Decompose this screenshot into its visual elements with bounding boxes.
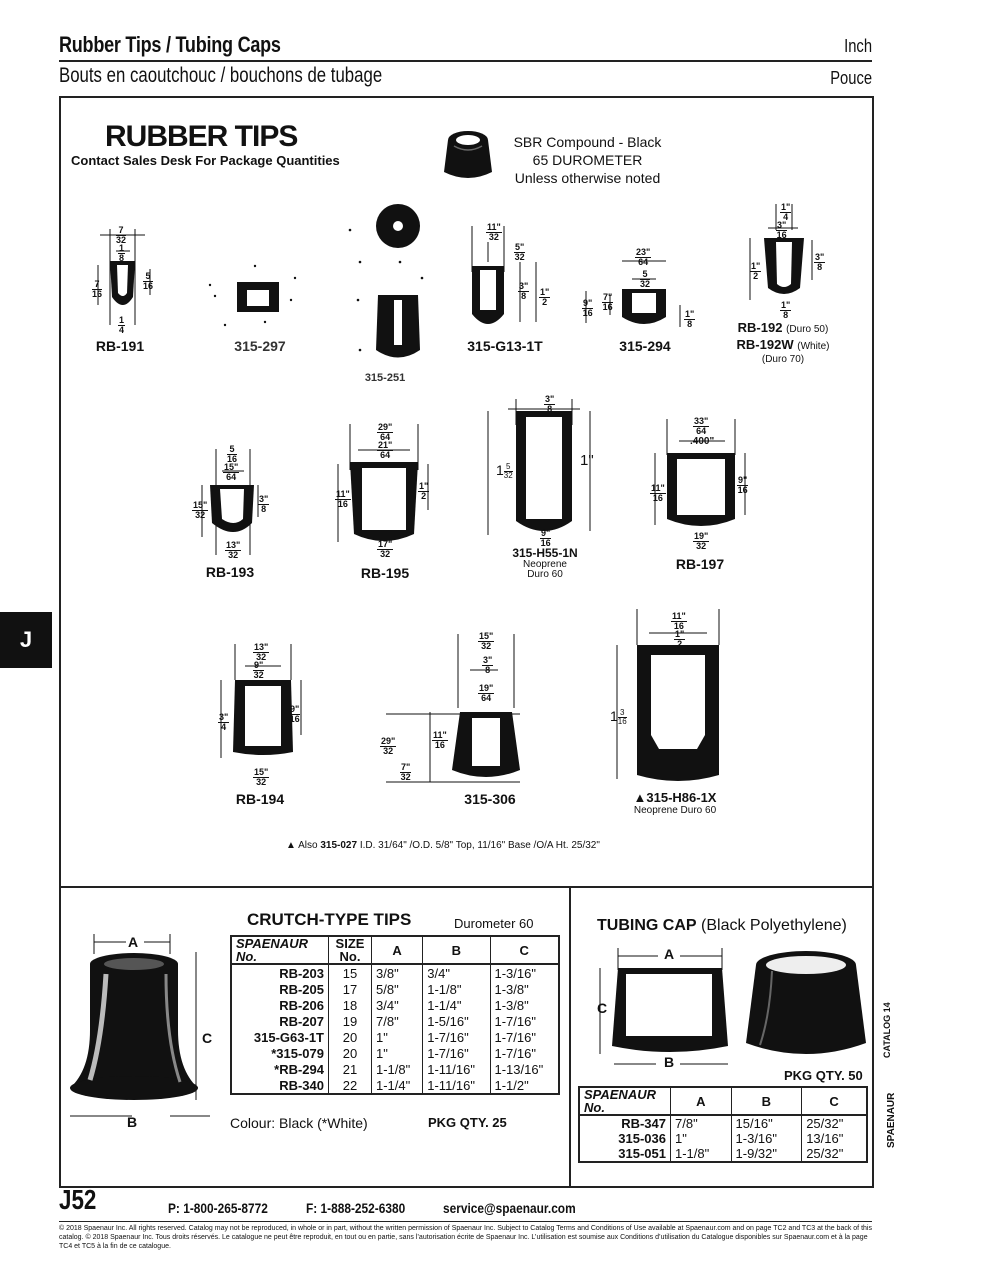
crutch-cell: 3/4" bbox=[423, 964, 490, 981]
crutch-cell: 1-1/2" bbox=[494, 1077, 529, 1093]
crutch-col-no: SPAENAUR No. bbox=[231, 936, 329, 964]
h86-note: Neoprene Duro 60 bbox=[633, 805, 717, 816]
compound-note bbox=[500, 133, 675, 187]
compound-line-2: 65 DUROMETER bbox=[532, 152, 643, 168]
crutch-cell: 1" bbox=[372, 1045, 423, 1061]
cap-col-no: SPAENAUR No. bbox=[579, 1087, 671, 1115]
dim-9-16-c: $\frac{9"}{16}$ bbox=[737, 475, 748, 495]
label-rb-195: RB-195 bbox=[360, 565, 410, 581]
315-251-drawing bbox=[340, 200, 440, 370]
cap-cell: RB-347 bbox=[579, 1115, 671, 1131]
crutch-cell: RB-205 bbox=[231, 981, 329, 997]
rb-192-note: (Duro 50) bbox=[786, 324, 829, 335]
cap-row bbox=[579, 1131, 867, 1146]
crutch-cell: *RB-294 bbox=[231, 1061, 329, 1077]
crutch-row bbox=[231, 1045, 559, 1061]
crutch-dim-c: C bbox=[202, 1030, 213, 1046]
dim-29-32: $\frac{29"}{32}$ bbox=[381, 736, 396, 756]
crutch-cell: 1-5/16" bbox=[423, 1013, 490, 1029]
crutch-table bbox=[230, 935, 560, 1095]
tubing-cap-table bbox=[578, 1086, 868, 1163]
dim-1-in: 1" bbox=[580, 452, 594, 469]
crutch-dim-b: B bbox=[127, 1114, 138, 1130]
dim-15-32-c: $\frac{15"}{32}$ bbox=[479, 631, 494, 651]
dim-9-16-b: $\frac{9"}{16}$ bbox=[540, 528, 551, 548]
crutch-cell: 1-7/16" bbox=[423, 1029, 490, 1045]
label-rb-193: RB-193 bbox=[205, 564, 255, 580]
compound-line-1: SBR Compound - Black bbox=[513, 134, 662, 150]
dim-9-16-d: $\frac{9"}{16}$ bbox=[289, 704, 300, 724]
crutch-cell: 1-3/8" bbox=[494, 997, 529, 1013]
dim-19-64: $\frac{19"}{64}$ bbox=[479, 683, 494, 703]
dim-1-3-16: 1 3 16 bbox=[610, 707, 627, 726]
dim-1-8-b: $\frac{1"}{8}$ bbox=[685, 309, 695, 329]
crutch-col-size: SIZE No. bbox=[329, 936, 372, 964]
cap-dim-b: B bbox=[664, 1054, 675, 1070]
crutch-cell: *315-079 bbox=[231, 1045, 329, 1061]
dim-1-4: $\frac{1}{4}$ bbox=[119, 315, 125, 335]
crutch-row bbox=[231, 1077, 559, 1094]
footer-fax: F: 1-888-252-6380 bbox=[306, 1200, 406, 1216]
dim-1-2-b: $\frac{1"}{2}$ bbox=[751, 261, 761, 281]
crutch-cell: RB-207 bbox=[231, 1013, 329, 1029]
dim-7-32: $\frac{7}{32}$ bbox=[116, 225, 127, 245]
dim-17-32: $\frac{17"}{32}$ bbox=[378, 539, 393, 559]
crutch-cell: 18 bbox=[329, 997, 372, 1013]
crutch-cell: 1-1/4" bbox=[372, 1077, 423, 1094]
rb-192w-note: (White) bbox=[797, 341, 830, 352]
page-subtitle: Bouts en caoutchouc / bouchons de tubage bbox=[59, 64, 383, 87]
dim-21-64: $\frac{21"}{64}$ bbox=[378, 440, 393, 460]
crutch-durometer: Durometer 60 bbox=[454, 916, 534, 931]
dim-3-16: $\frac{3"}{16}$ bbox=[776, 220, 787, 240]
crutch-row bbox=[231, 981, 559, 997]
brand-side-label: SPAENAUR bbox=[886, 1092, 897, 1148]
dim-1-5-32: 1 5 32 bbox=[496, 461, 513, 480]
crutch-cell: 1-3/16" bbox=[494, 965, 536, 981]
crutch-title: CRUTCH-TYPE TIPS bbox=[247, 910, 412, 929]
315-297-drawing bbox=[195, 260, 305, 335]
crutch-colour: Colour: Black (*White) bbox=[230, 1115, 368, 1131]
crutch-cell: 7/8" bbox=[372, 1013, 423, 1029]
315-h86-drawing bbox=[605, 605, 735, 790]
315-g13-drawing bbox=[460, 222, 555, 337]
dim-23-64: $\frac{23"}{64}$ bbox=[636, 247, 651, 267]
section-divider bbox=[59, 886, 872, 888]
crutch-col-b: B bbox=[423, 936, 490, 964]
dim-11-16-b: $\frac{11"}{16}$ bbox=[651, 483, 665, 503]
dim-3-8-e: $\frac{3"}{8}$ bbox=[483, 655, 493, 675]
footer-phone: P: 1-800-265-8772 bbox=[168, 1200, 268, 1216]
crutch-cell: 1-1/8" bbox=[372, 1061, 423, 1077]
crutch-cell: 3/8" bbox=[372, 964, 423, 981]
compound-line-3: Unless otherwise noted bbox=[514, 170, 661, 186]
crutch-tip-drawing bbox=[62, 930, 222, 1130]
column-divider bbox=[569, 886, 571, 1186]
catalog-side-label: CATALOG 14 bbox=[882, 1002, 892, 1058]
crutch-cell: 1-7/16" bbox=[494, 1045, 536, 1061]
crutch-row bbox=[231, 1013, 559, 1029]
label-rb-192: RB-192 bbox=[737, 320, 783, 335]
dim-13-32: $\frac{13"}{32}$ bbox=[226, 540, 241, 560]
h55-duro: Duro 60 bbox=[527, 569, 563, 580]
dim-400: .400" bbox=[690, 436, 715, 447]
label-315-h86: ▲315-H86-1X bbox=[633, 790, 717, 805]
crutch-cell: 1-7/16" bbox=[494, 1013, 536, 1029]
cap-col-c: C bbox=[829, 1093, 839, 1109]
dim-7-16: $\frac{7}{16}$ bbox=[92, 279, 103, 299]
h55-material: Neoprene bbox=[523, 559, 567, 570]
page-number: J52 bbox=[59, 1184, 97, 1215]
dim-1-2-d: $\frac{1"}{2}$ bbox=[675, 629, 685, 649]
dim-29-64: $\frac{29"}{64}$ bbox=[378, 422, 393, 442]
dim-7-32-b: $\frac{7"}{32}$ bbox=[400, 762, 411, 782]
crutch-cell: 1-7/16" bbox=[423, 1045, 490, 1061]
label-rb-197: RB-197 bbox=[675, 556, 725, 572]
dim-15-64: $\frac{15"}{64}$ bbox=[224, 462, 239, 482]
crutch-cell: 1-1/4" bbox=[423, 997, 490, 1013]
dim-5-32: $\frac{5"}{32}$ bbox=[514, 242, 525, 262]
crutch-cell: 1" bbox=[372, 1029, 423, 1045]
crutch-dim-a: A bbox=[128, 934, 139, 950]
cap-cell: 1" bbox=[671, 1131, 732, 1146]
cap-dim-c: C bbox=[597, 1000, 608, 1016]
crutch-cell: 21 bbox=[329, 1061, 372, 1077]
crutch-cell: 20 bbox=[329, 1045, 372, 1061]
crutch-cell: 20 bbox=[329, 1029, 372, 1045]
dim-11-16-d: $\frac{11"}{16}$ bbox=[672, 611, 686, 631]
dim-1-2-c: $\frac{1"}{2}$ bbox=[419, 481, 429, 501]
unit-label-en: Inch bbox=[844, 36, 872, 56]
cap-cell: 25/32" bbox=[806, 1146, 844, 1161]
dim-9-32: $\frac{9"}{32}$ bbox=[253, 660, 264, 680]
crutch-cell: 1-11/16" bbox=[423, 1077, 490, 1094]
crutch-cell: 1-11/16" bbox=[423, 1061, 490, 1077]
dim-5-32-b: $\frac{5}{32}$ bbox=[640, 269, 651, 289]
rubber-tips-title: RUBBER TIPS bbox=[105, 120, 298, 153]
crutch-cell: 22 bbox=[329, 1077, 372, 1094]
cap-cell: 1-3/16" bbox=[731, 1131, 802, 1146]
dim-3-8-c: $\frac{3"}{8}$ bbox=[259, 494, 269, 514]
dim-5-16: $\frac{5}{16}$ bbox=[143, 271, 154, 291]
crutch-cell: RB-340 bbox=[231, 1077, 329, 1094]
crutch-cell: 19 bbox=[329, 1013, 372, 1029]
label-rb-191: RB-191 bbox=[95, 338, 145, 354]
crutch-cell: 1-7/16" bbox=[494, 1029, 536, 1045]
dim-13-32-b: $\frac{13"}{32}$ bbox=[254, 642, 269, 662]
label-rb-192w: RB-192W bbox=[736, 337, 794, 352]
dim-11-16-c: $\frac{11"}{16}$ bbox=[433, 730, 447, 750]
tubing-cap-photo bbox=[742, 945, 870, 1065]
label-315-294: 315-294 bbox=[619, 338, 671, 354]
crutch-row bbox=[231, 997, 559, 1013]
unit-label-fr: Pouce bbox=[830, 68, 872, 88]
dim-1-4-b: $\frac{1"}{4}$ bbox=[781, 202, 791, 222]
dim-3-8-b: $\frac{3"}{8}$ bbox=[815, 252, 825, 272]
section-tab: J bbox=[0, 612, 52, 668]
label-315-g13: 315-G13-1T bbox=[467, 338, 543, 354]
dim-5-16-b: $\frac{5}{16}$ bbox=[227, 444, 238, 464]
footer-email[interactable]: service@spaenaur.com bbox=[443, 1200, 576, 1216]
dim-9-16: $\frac{9"}{16}$ bbox=[582, 298, 593, 318]
crutch-cell: RB-206 bbox=[231, 997, 329, 1013]
cap-cell: 1-9/32" bbox=[731, 1146, 802, 1162]
cap-cell: 7/8" bbox=[671, 1115, 732, 1131]
dim-3-8: $\frac{3"}{8}$ bbox=[519, 281, 529, 301]
crutch-cell: RB-203 bbox=[231, 964, 329, 981]
label-rb-194: RB-194 bbox=[235, 791, 285, 807]
cap-row bbox=[579, 1146, 867, 1162]
crutch-cell: 17 bbox=[329, 981, 372, 997]
tubing-cap-title: TUBING CAP (Black Polyethylene) bbox=[597, 917, 847, 934]
cap-row bbox=[579, 1115, 867, 1131]
crutch-cell: 3/4" bbox=[372, 997, 423, 1013]
crutch-col-c: C bbox=[519, 942, 529, 958]
label-315-h55: 315-H55-1N bbox=[512, 546, 578, 560]
footer-rule bbox=[59, 1221, 872, 1222]
crutch-cell: 15 bbox=[329, 964, 372, 981]
dim-3-4: $\frac{3"}{4}$ bbox=[219, 712, 229, 732]
rubber-tips-subtitle: Contact Sales Desk For Package Quantities bbox=[71, 153, 340, 168]
crutch-row bbox=[231, 1061, 559, 1077]
cap-cell: 1-1/8" bbox=[671, 1146, 732, 1162]
dim-1-8: $\frac{1}{8}$ bbox=[119, 243, 125, 263]
dim-11-16: $\frac{11"}{16}$ bbox=[336, 489, 350, 509]
cap-cell: 315-036 bbox=[579, 1131, 671, 1146]
cap-cell: 25/32" bbox=[806, 1116, 844, 1131]
cap-cell: 315-051 bbox=[579, 1146, 671, 1162]
crutch-row bbox=[231, 964, 559, 981]
crutch-cell: 1-13/16" bbox=[494, 1061, 544, 1077]
crutch-cell: 1-3/8" bbox=[494, 981, 529, 997]
crutch-cell: 315-G63-1T bbox=[231, 1029, 329, 1045]
dim-1-8-c: $\frac{1"}{8}$ bbox=[781, 300, 791, 320]
cap-dim-a: A bbox=[664, 946, 675, 962]
dim-11-32: $\frac{11"}{32}$ bbox=[487, 222, 501, 242]
label-315-251: 315-251 bbox=[364, 372, 406, 384]
rb-192w-duro: (Duro 70) bbox=[761, 354, 805, 365]
label-315-h86-group bbox=[620, 791, 730, 817]
crutch-cell: 5/8" bbox=[372, 981, 423, 997]
dim-15-32-b: $\frac{15"}{32}$ bbox=[254, 767, 269, 787]
dim-19-32: $\frac{19"}{32}$ bbox=[694, 531, 709, 551]
label-315-297: 315-297 bbox=[234, 338, 286, 354]
dim-3-8-d: $\frac{3"}{8}$ bbox=[545, 394, 555, 414]
crutch-col-a: A bbox=[372, 936, 423, 964]
crutch-cell: 1-1/8" bbox=[423, 981, 490, 997]
cap-pkg: PKG QTY. 50 bbox=[784, 1068, 863, 1083]
cap-table-body bbox=[579, 1115, 867, 1162]
label-315-306: 315-306 bbox=[464, 791, 516, 807]
cap-col-a: A bbox=[671, 1087, 732, 1115]
footer-legal: © 2018 Spaenaur Inc. All rights reserved. Catalog may not be reproduced, in whole or in part, without the written permission of Spaenaur Inc. Subject to Catalog Terms and Conditions of Use available at Spaenaur.com and on page TC2 and TC3 at the back of this catalog. © 2018 Spaenaur Inc. Tous droits réservés. Le catalogue ne peut être reproduit, en tout ou en partie, sans l’autorisation écrite de Spaenaur Inc. L’utilisation est soumise aux Conditions d’utilisation du Catalogue disponibles sur Spaenaur.com et à la page TC4 et TC5 à la fin de ce catalogue. bbox=[59, 1225, 872, 1250]
header-rule bbox=[59, 60, 872, 62]
dim-1-2: $\frac{1"}{2}$ bbox=[540, 287, 550, 307]
crutch-pkg: PKG QTY. 25 bbox=[428, 1115, 507, 1130]
cap-cell: 13/16" bbox=[806, 1131, 844, 1146]
cap-col-b: B bbox=[731, 1087, 802, 1115]
crutch-row bbox=[231, 1029, 559, 1045]
dim-15-32: $\frac{15"}{32}$ bbox=[193, 500, 208, 520]
label-315-h55-group bbox=[495, 547, 595, 580]
dim-33-64: $\frac{33"}{64}$ bbox=[694, 416, 709, 436]
page-title: Rubber Tips / Tubing Caps bbox=[59, 32, 281, 57]
sbr-tip-icon bbox=[440, 128, 496, 184]
cap-cell: 15/16" bbox=[731, 1115, 802, 1131]
also-footnote: ▲ Also 315-027 I.D. 31/64" /O.D. 5/8" Top, 11/16" Base /O/A Ht. 25/32" bbox=[286, 840, 600, 851]
dim-7-16-b: $\frac{7"}{16}$ bbox=[602, 292, 613, 312]
crutch-table-body bbox=[231, 964, 559, 1094]
label-rb-192-group bbox=[728, 320, 838, 365]
